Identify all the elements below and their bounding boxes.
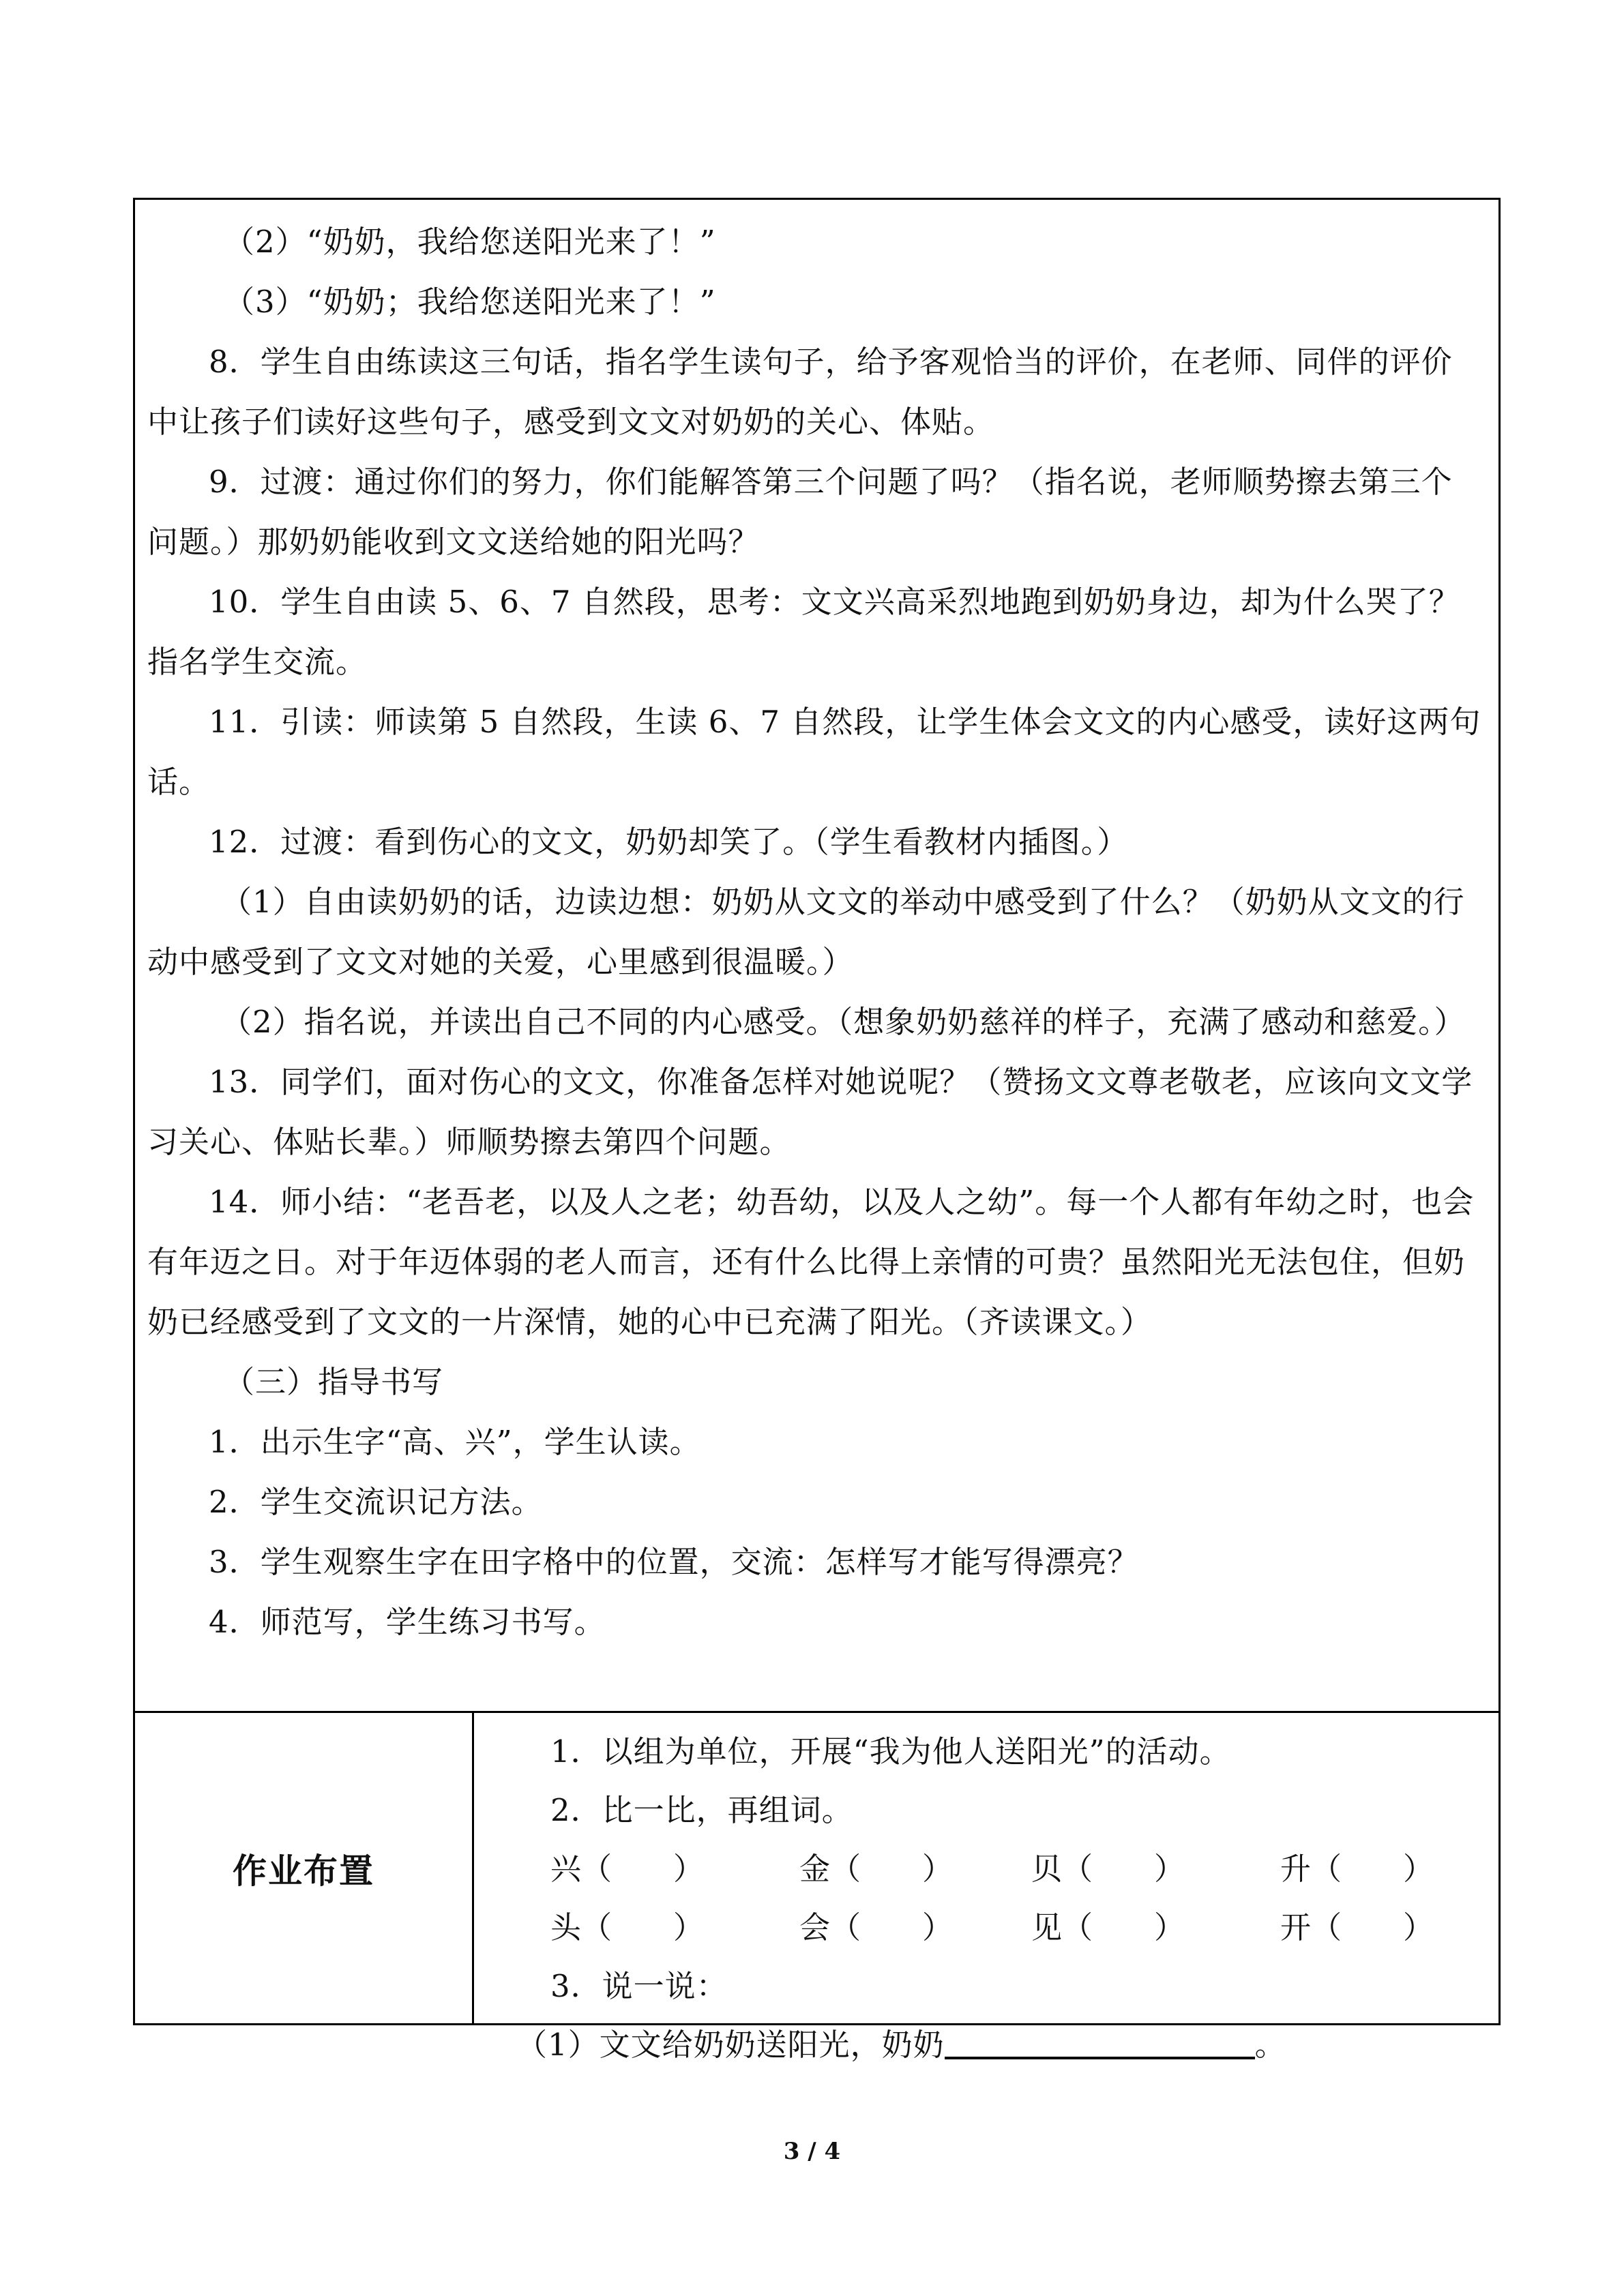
paragraph: （2）指名说，并读出自己不同的内心感受。（想象奶奶慈祥的样子，充满了感动和慈爱。） — [221, 1004, 1466, 1040]
word-blank: 会（ ） — [799, 1909, 954, 1945]
paragraph: 1．出示生字“高、兴”，学生认读。 — [209, 1424, 701, 1460]
section-heading: （三）指导书写 — [224, 1364, 444, 1400]
paragraph: 3．学生观察生字在田字格中的位置，交流：怎样写才能写得漂亮？ — [209, 1544, 1139, 1580]
word-blank: 见（ ） — [1031, 1909, 1185, 1945]
page-number: 3 / 4 — [783, 2138, 841, 2165]
lesson-table — [133, 198, 1501, 2063]
homework-row — [135, 1713, 1498, 2063]
paragraph: 14．师小结：“老吾老，以及人之老；幼吾幼，以及人之幼”。每一个人都有年幼之时，也会有年迈之日。对于年迈体弱的老人而言，还有什么比得上亲情的可贵？虽然阳光无法包住，但奶奶已经感受到了文文的一片深情，她的心中已充满了阳光。（齐读课文。） — [147, 1184, 1475, 1340]
paragraph: 13．同学们，面对伤心的文文，你准备怎样对她说呢？（赞扬文文尊老敬老，应该向文文学习关心、体贴长辈。）师顺势擦去第四个问题。 — [147, 1064, 1473, 1160]
word-grid-row — [489, 1898, 1485, 1957]
homework-label: 作业布置 — [233, 1851, 374, 1891]
word-blank: 头（ ） — [550, 1909, 705, 1945]
teaching-process-cell — [135, 200, 1498, 1713]
paragraph: 9．过渡：通过你们的努力，你们能解答第三个问题了吗？（指名说，老师顺势擦去第三个问题。）那奶奶能收到文文送给她的阳光吗？ — [147, 464, 1453, 560]
fill-blank-line — [945, 2023, 1255, 2059]
word-blank: 升（ ） — [1280, 1851, 1434, 1887]
paragraph: 12．过渡：看到伤心的文文，奶奶却笑了。（学生看教材内插图。） — [209, 824, 1129, 860]
homework-fill-line — [489, 2016, 1485, 2074]
homework-item: 1．以组为单位，开展“我为他人送阳光”的活动。 — [550, 1733, 1231, 1770]
homework-content-cell — [474, 1713, 1498, 2063]
word-blank: 兴（ ） — [550, 1851, 705, 1887]
homework-label-cell — [135, 1713, 474, 2023]
word-blank: 金（ ） — [799, 1851, 954, 1887]
fill-suffix: 。 — [1254, 2027, 1286, 2063]
paragraph: 11．引读：师读第 5 自然段，生读 6、7 自然段，让学生体会文文的内心感受，读好这两句话。 — [147, 704, 1481, 800]
homework-item: 3．说一说： — [550, 1968, 728, 2004]
paragraph: 2．学生交流识记方法。 — [209, 1484, 543, 1520]
word-blank: 贝（ ） — [1031, 1851, 1185, 1887]
word-blank: 开（ ） — [1280, 1909, 1434, 1945]
paragraph: （1）自由读奶奶的话，边读边想：奶奶从文文的举动中感受到了什么？（奶奶从文文的行动中感受到了文文对她的关爱，心里感到很温暖。） — [147, 884, 1465, 980]
paragraph: （2）“奶奶，我给您送阳光来了！” — [224, 224, 716, 260]
fill-prefix: （1）文文给奶奶送阳光，奶奶 — [516, 2027, 945, 2063]
paragraph: 8．学生自由练读这三句话，指名学生读句子，给予客观恰当的评价，在老师、同伴的评价中让孩子们读好这些句子，感受到文文对奶奶的关心、体贴。 — [147, 344, 1453, 440]
paragraph: （3）“奶奶；我给您送阳光来了！” — [224, 284, 716, 320]
word-grid-row — [489, 1840, 1485, 1898]
homework-item: 2．比一比，再组词。 — [550, 1792, 853, 1828]
paragraph: 10．学生自由读 5、6、7 自然段，思考：文文兴高采烈地跑到奶奶身边，却为什么哭了？指名学生交流。 — [147, 584, 1460, 680]
paragraph: 4．师范写，学生练习书写。 — [209, 1604, 606, 1640]
